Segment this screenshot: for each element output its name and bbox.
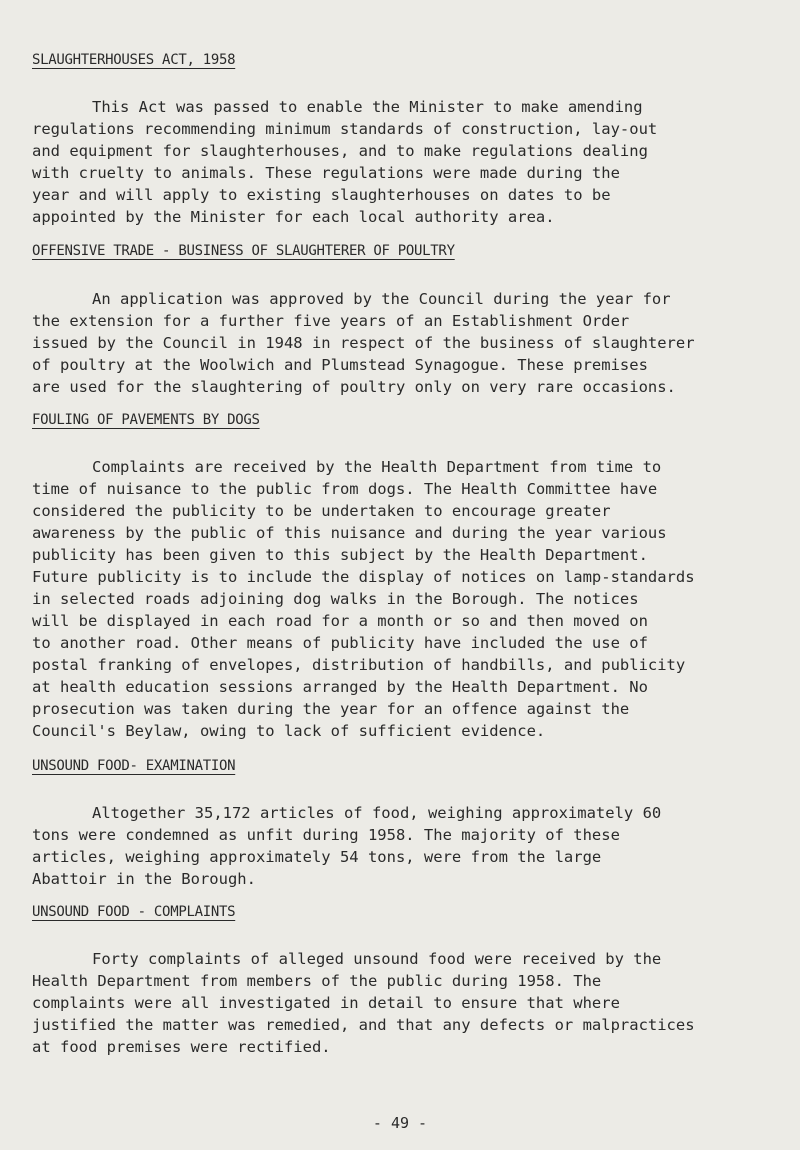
text-line: justified the matter was remedied, and that any defects or malpractices <box>32 1016 695 1034</box>
text-line: articles, weighing approximately 54 tons, were from the large <box>32 848 602 866</box>
text-line: considered the publicity to be undertaken to encourage greater <box>32 502 611 520</box>
text-line: regulations recommending minimum standards of construction, lay-out <box>32 120 658 138</box>
text-line: in selected roads adjoining dog walks in the Borough. The notices <box>32 590 639 608</box>
text-line: to another road. Other means of publicity have included the use of <box>32 634 648 652</box>
text-line: Future publicity is to include the display of notices on lamp-standards <box>32 568 695 586</box>
text-line: at food premises were rectified. <box>32 1038 331 1056</box>
text-line: issued by the Council in 1948 in respect of the business of slaughterer <box>32 334 695 352</box>
text-line: and equipment for slaughterhouses, and to make regulations dealing <box>32 142 648 160</box>
text-line: year and will apply to existing slaughterhouses on dates to be <box>32 186 611 204</box>
paragraph-offensive-trade <box>32 288 792 398</box>
text-line: with cruelty to animals. These regulations were made during the <box>32 164 620 182</box>
paragraph-unsound-food-examination <box>32 802 792 890</box>
text-line: at health education sessions arranged by the Health Department. No <box>32 678 648 696</box>
text-line: complaints were all investigated in detail to ensure that where <box>32 994 620 1012</box>
paragraph-fouling-of-pavements <box>32 456 792 742</box>
text-line: Forty complaints of alleged unsound food were received by the <box>92 950 662 968</box>
section-heading-fouling-of-pavements: FOULING OF PAVEMENTS BY DOGS <box>32 412 260 428</box>
paragraph-slaughterhouses-act <box>32 96 792 228</box>
page-number: - 49 - <box>372 1114 428 1132</box>
text-line: are used for the slaughtering of poultry only on very rare occasions. <box>32 378 676 396</box>
text-line: Altogether 35,172 articles of food, weighing approximately 60 <box>92 804 662 822</box>
text-line: appointed by the Minister for each local authority area. <box>32 208 555 226</box>
section-heading-unsound-food-examination: UNSOUND FOOD- EXAMINATION <box>32 758 236 774</box>
paragraph-unsound-food-complaints <box>32 948 792 1058</box>
text-line: will be displayed in each road for a month or so and then moved on <box>32 612 648 630</box>
text-line: time of nuisance to the public from dogs. The Health Committee have <box>32 480 658 498</box>
section-heading-offensive-trade: OFFENSIVE TRADE - BUSINESS OF SLAUGHTERER OF POULTRY <box>32 243 455 259</box>
text-line: This Act was passed to enable the Minister to make amending <box>92 98 643 116</box>
text-line: postal franking of envelopes, distribution of handbills, and publicity <box>32 656 686 674</box>
text-line: the extension for a further five years of an Establishment Order <box>32 312 630 330</box>
section-heading-slaughterhouses-act: SLAUGHTERHOUSES ACT, 1958 <box>32 52 236 68</box>
text-line: Council's Beylaw, owing to lack of sufficient evidence. <box>32 722 546 740</box>
text-line: Health Department from members of the public during 1958. The <box>32 972 602 990</box>
text-line: prosecution was taken during the year for an offence against the <box>32 700 630 718</box>
text-line: tons were condemned as unfit during 1958. The majority of these <box>32 826 620 844</box>
text-line: An application was approved by the Council during the year for <box>92 290 671 308</box>
text-line: Abattoir in the Borough. <box>32 870 256 888</box>
section-heading-unsound-food-complaints: UNSOUND FOOD - COMPLAINTS <box>32 904 236 920</box>
text-line: of poultry at the Woolwich and Plumstead Synagogue. These premises <box>32 356 648 374</box>
text-line: awareness by the public of this nuisance and during the year various <box>32 524 667 542</box>
text-line: publicity has been given to this subject by the Health Department. <box>32 546 648 564</box>
text-line: Complaints are received by the Health Department from time to <box>92 458 662 476</box>
